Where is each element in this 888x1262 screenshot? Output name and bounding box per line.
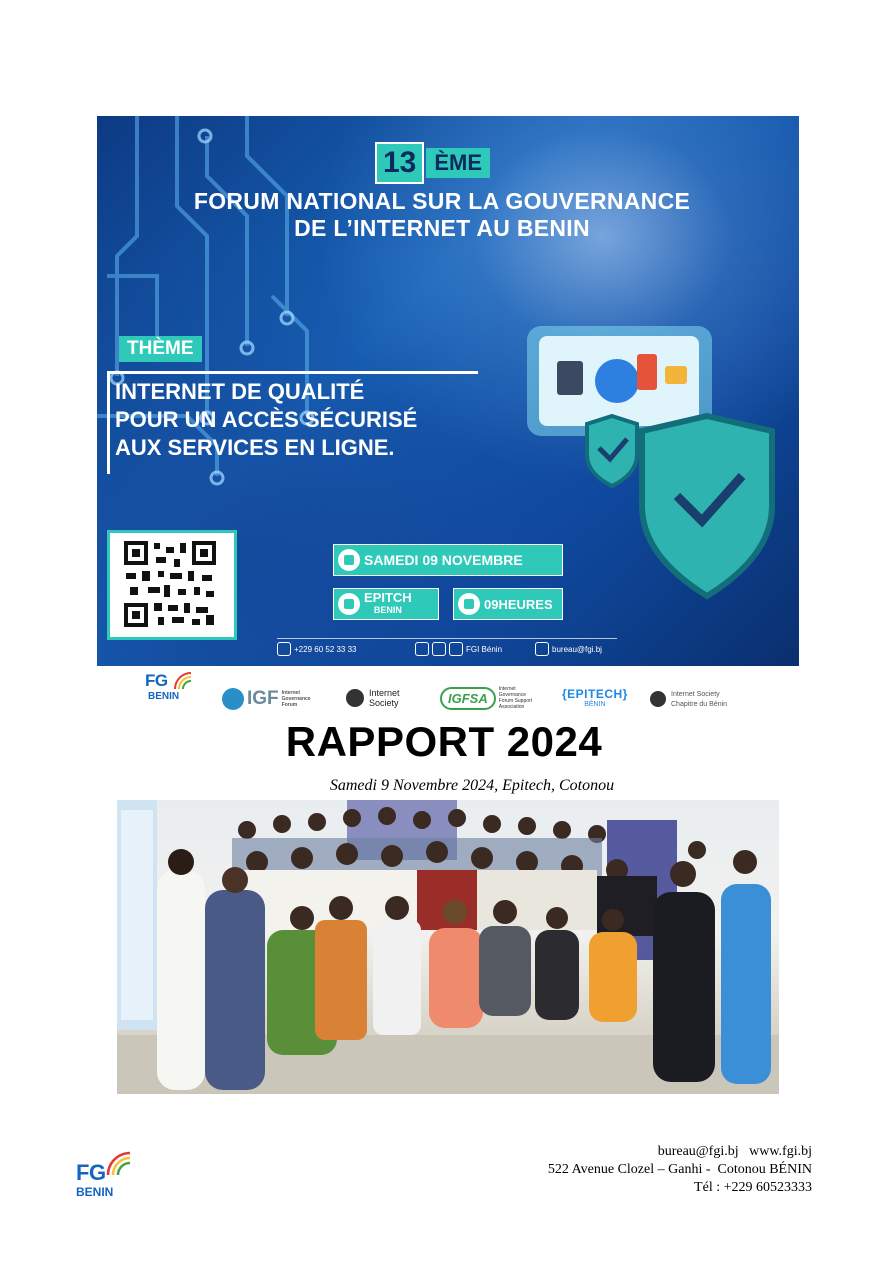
footer-street-address: 522 Avenue Clozel – Ganhi - Cotonou BÉNIN <box>547 1162 812 1177</box>
qr-code-pattern <box>124 541 216 627</box>
globe-icon <box>535 642 549 656</box>
igfsa-full-name: Internet Governance Forum Support Association <box>498 686 533 710</box>
internet-society-logo <box>346 688 400 708</box>
igf-mark: IGF <box>247 688 279 709</box>
theme-line: AUX SERVICES EN LIGNE. <box>115 435 395 460</box>
igfsa-mark: IGFSA <box>440 687 496 710</box>
poster-phone <box>277 642 357 656</box>
clock-icon <box>458 593 480 615</box>
signal-waves-icon <box>173 671 199 691</box>
epitech-mark: {EPITECH} <box>562 687 628 701</box>
united-nations-icon <box>222 688 244 710</box>
footer-fgi-benin-logo <box>76 1151 136 1203</box>
footer-fgi-country: BENIN <box>76 1185 114 1199</box>
poster-footer-divider <box>277 638 617 639</box>
theme-line: POUR UN ACCÈS SÉCURISÉ <box>115 407 418 432</box>
isoc-benin-chapter-logo <box>650 689 727 709</box>
footer-fgi-mark: FG <box>76 1160 106 1185</box>
poster-email <box>535 642 602 656</box>
epitech-logo <box>562 687 628 708</box>
isoc-line2: Society <box>369 698 399 708</box>
date-pill <box>333 544 563 576</box>
footer-phone: Tél : +229 60523333 <box>694 1180 812 1195</box>
poster-phone-text: +229 60 52 33 33 <box>294 644 357 654</box>
fgi-logo-country: BENIN <box>148 691 180 702</box>
isoc-icon <box>346 689 364 707</box>
linkedin-icon <box>449 642 463 656</box>
group-photo <box>117 800 779 1094</box>
facebook-icon <box>415 642 429 656</box>
epitech-country: BÉNIN <box>584 701 606 708</box>
fgi-logo-mark: FG <box>145 671 168 690</box>
fgi-benin-logo <box>145 671 201 709</box>
isoc-benin-icon <box>650 691 666 707</box>
poster-email-text: bureau@fgi.bj <box>552 644 602 654</box>
igfsa-logo <box>440 686 537 710</box>
isoc-text <box>369 688 400 708</box>
report-subtitle: Samedi 9 Novembre 2024, Epitech, Cotonou <box>329 777 615 794</box>
isoc-line1: Internet <box>369 688 400 698</box>
event-date: SAMEDI 09 NOVEMBRE <box>364 552 523 568</box>
isoc-benin-text <box>671 689 727 709</box>
footer-address-block <box>548 1143 812 1197</box>
footer-signal-waves-icon <box>106 1151 136 1177</box>
time-pill <box>453 588 563 620</box>
poster-social-text: FGI Bénin <box>466 644 503 654</box>
isoc-benin-line2: Chapitre du Bénin <box>671 701 728 708</box>
report-title: RAPPORT 2024 <box>285 718 603 765</box>
isoc-benin-line1: Internet Society <box>671 691 720 698</box>
venue-country: BENIN <box>373 605 402 615</box>
qr-code <box>107 530 237 640</box>
event-poster <box>97 116 799 666</box>
calendar-icon <box>338 549 360 571</box>
footer-contact-line: bureau@fgi.bj www.fgi.bj <box>657 1144 812 1159</box>
location-pin-icon <box>338 593 360 615</box>
venue-name: EPITCH <box>364 590 412 605</box>
igf-full-name: Internet Governance Forum <box>281 690 311 708</box>
poster-social <box>415 642 502 656</box>
edition-number: 13 <box>375 142 424 184</box>
venue-pill <box>333 588 439 620</box>
forum-title: FORUM NATIONAL SUR LA GOUVERNANCE DE L’INTERNET AU BENIN <box>193 188 691 241</box>
venue-text <box>364 591 412 617</box>
theme-label: THÈME <box>119 336 202 362</box>
edition-badge <box>375 144 490 182</box>
whatsapp-icon <box>277 642 291 656</box>
edition-suffix: ÈME <box>426 148 490 178</box>
igf-logo <box>222 688 316 710</box>
event-time: 09HEURES <box>484 596 553 612</box>
theme-text <box>115 378 417 462</box>
group-photo-illustration <box>117 800 779 1094</box>
x-icon <box>432 642 446 656</box>
theme-line: INTERNET DE QUALITÉ <box>115 379 365 404</box>
